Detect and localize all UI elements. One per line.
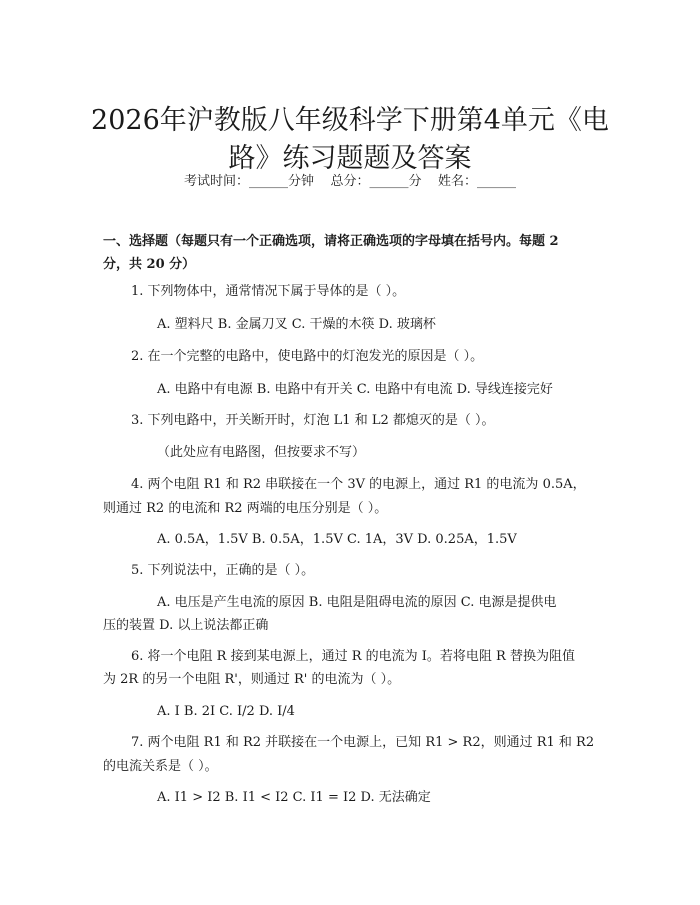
question-3: 3. 下列电路中，开关断开时，灯泡 L1 和 L2 都熄灭的是（ ）。 xyxy=(131,413,495,428)
question-6-line-2: 为 2R 的另一个电阻 R'，则通过 R' 的电流为（ ）。 xyxy=(103,672,401,687)
question-3-note: （此处应有电路图，但按要求不写） xyxy=(157,445,366,460)
question-1: 1. 下列物体中，通常情况下属于导体的是（ ）。 xyxy=(131,284,406,299)
question-4-line-1: 4. 两个电阻 R1 和 R2 串联接在一个 3V 的电源上，通过 R1 的电流为 0.5A， xyxy=(131,477,586,492)
question-2-options: A. 电路中有电源 B. 电路中有开关 C. 电路中有电流 D. 导线连接完好 xyxy=(157,382,553,397)
question-6-options: A. I B. 2I C. I/2 D. I/4 xyxy=(157,704,295,719)
title-line-1: 2026年沪教版八年级科学下册第4单元《电 xyxy=(91,105,609,137)
question-4-options: A. 0.5A，1.5V B. 0.5A，1.5V C. 1A，3V D. 0.25A，1.5V xyxy=(157,532,517,547)
question-4-line-2: 则通过 R2 的电流和 R2 两端的电压分别是（ ）。 xyxy=(103,501,388,516)
question-1-options: A. 塑料尺 B. 金属刀叉 C. 干燥的木筷 D. 玻璃杯 xyxy=(157,317,436,332)
question-7-line-2: 的电流关系是（ ）。 xyxy=(103,759,218,774)
page-title xyxy=(60,102,640,178)
question-5-options-line-2: 压的装置 D. 以上说法都正确 xyxy=(103,618,269,633)
question-7-line-1: 7. 两个电阻 R1 和 R2 并联接在一个电源上，已知 R1 > R2，则通过 R1 和 R2 xyxy=(131,735,595,750)
question-6-line-1: 6. 将一个电阻 R 接到某电源上，通过 R 的电流为 I。若将电阻 R 替换为阻值 xyxy=(131,649,575,664)
question-5: 5. 下列说法中，正确的是（ ）。 xyxy=(131,563,315,578)
question-5-options-line-1: A. 电压是产生电流的原因 B. 电阻是阻碍电流的原因 C. 电源是提供电 xyxy=(157,595,557,610)
question-7-options: A. I1 > I2 B. I1 < I2 C. I1 = I2 D. 无法确定 xyxy=(157,790,431,805)
section-heading-line-1: 一、选择题（每题只有一个正确选项，请将正确选项的字母填在括号内。每题 2 xyxy=(103,234,559,249)
question-2: 2. 在一个完整的电路中，使电路中的灯泡发光的原因是（ ）。 xyxy=(131,349,484,364)
section-heading-line-2: 分，共 20 分） xyxy=(103,257,196,272)
exam-info: 考试时间：______分钟 总分：______分 姓名：______ xyxy=(183,174,517,189)
title-line-2: 路》练习题题及答案 xyxy=(228,143,472,175)
